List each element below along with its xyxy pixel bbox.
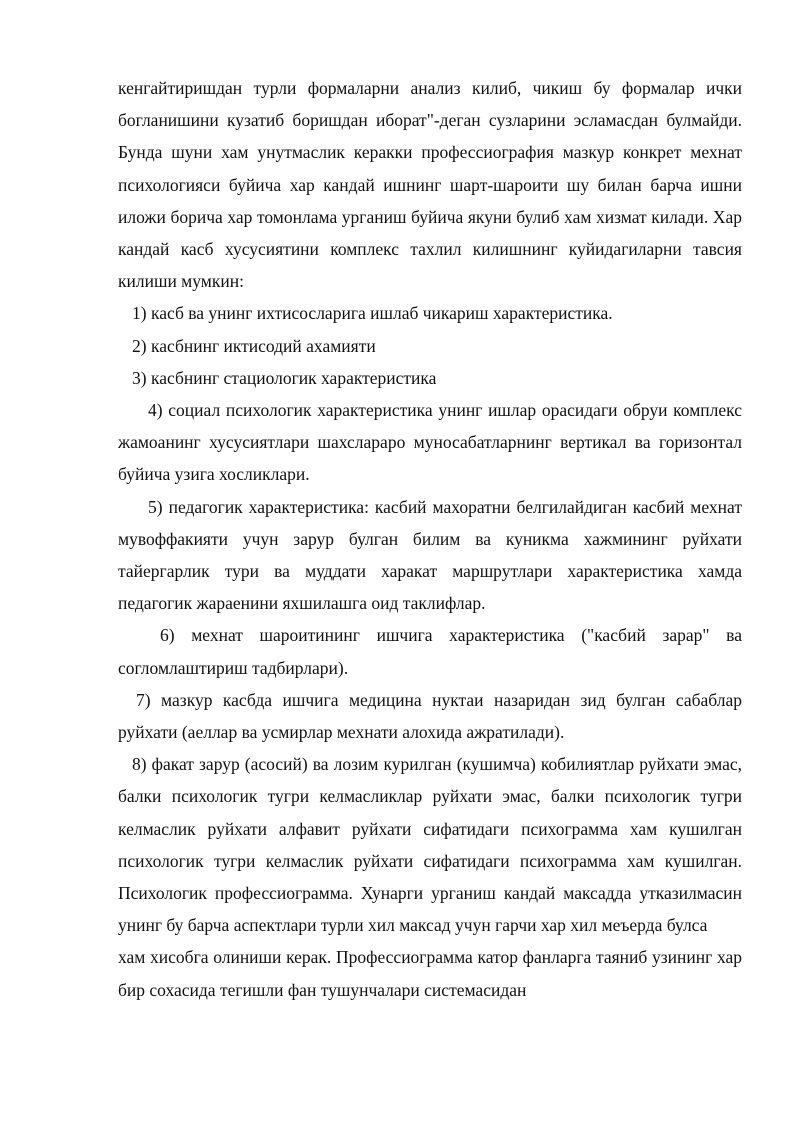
document-body [118,72,742,1006]
list-item-3: 3) касбнинг стациологик характеристика [132,367,437,388]
list-item-5: 5) педагогик характеристика: касбий махоратни белгилайдиган касбий мехнат мувоффакияти учун зарур булган билим ва куникма хажмининг руйхати тайергарлик тури ва муддати харакат маршрутлари характеристика хамда педагогик жараенини яхшилашга оид таклифлар. [118,496,742,614]
intro-paragraph: кенгайтиришдан турли формаларни анализ килиб, чикиш бу формалар ички богланишини кузатиб боришдан иборат"-деган сузларини эсламасдан булмайди. Бунда шуни хам унутмаслик керакки профессиография мазкур конкрет мехнат психологияси буйича хар кандай ишнинг шарт-шароити шу билан барча ишни иложи борича хар томонлама урганиш буйича якуни булиб хам хизмат килади. Хар кандай касб хусусиятини комплекс тахлил килишнинг куйидагиларни тавсия килиши мумкин: [118,78,742,292]
list-item-2: 2) касбнинг иктисодий ахамияти [132,335,376,356]
list-item-4: 4) социал психологик характеристика унинг ишлар орасидаги обруи комплекс жамоанинг хусусиятлари шахслараро муносабатларнинг вертикал ва горизонтал буйича узига хосликлари. [118,400,742,485]
closing-paragraph: хам хисобга олиниши керак. Профессиограмма катор фанларга таяниб узининг хар бир сохасида тегишли фан тушунчалари системасидан [118,947,742,1000]
list-item-7: 7) мазкур касбда ишчига медицина нуктаи назаридан зид булган сабаблар руйхати (аеллар ва усмирлар мехнати алохида ажратилади). [118,689,742,743]
list-item-8: 8) факат зарур (асосий) ва лозим курилган (кушимча) кобилиятлар руйхати эмас, балки психологик тугри келмасликлар руйхати эмас, балки психологик тугри келмаслик руйхати алфавит руйхати сифатидаги психограмма хам кушилган психологик тугри келмаслик руйхати сифатидаги психограмма хам кушилган. Психологик профессиограмма. Хунарги урганиш кандай максадда утказилмасин унинг бу барча аспектлари турли хил максад учун гарчи хар хил меъерда булса [118,754,742,936]
list-item-1: 1) касб ва унинг ихтисосларига ишлаб чикариш характеристика. [132,303,613,324]
list-item-6: 6) мехнат шароитининг ишчига характеристика ("касбий зарар" ва согломлаштириш тадбирлари). [118,625,742,678]
